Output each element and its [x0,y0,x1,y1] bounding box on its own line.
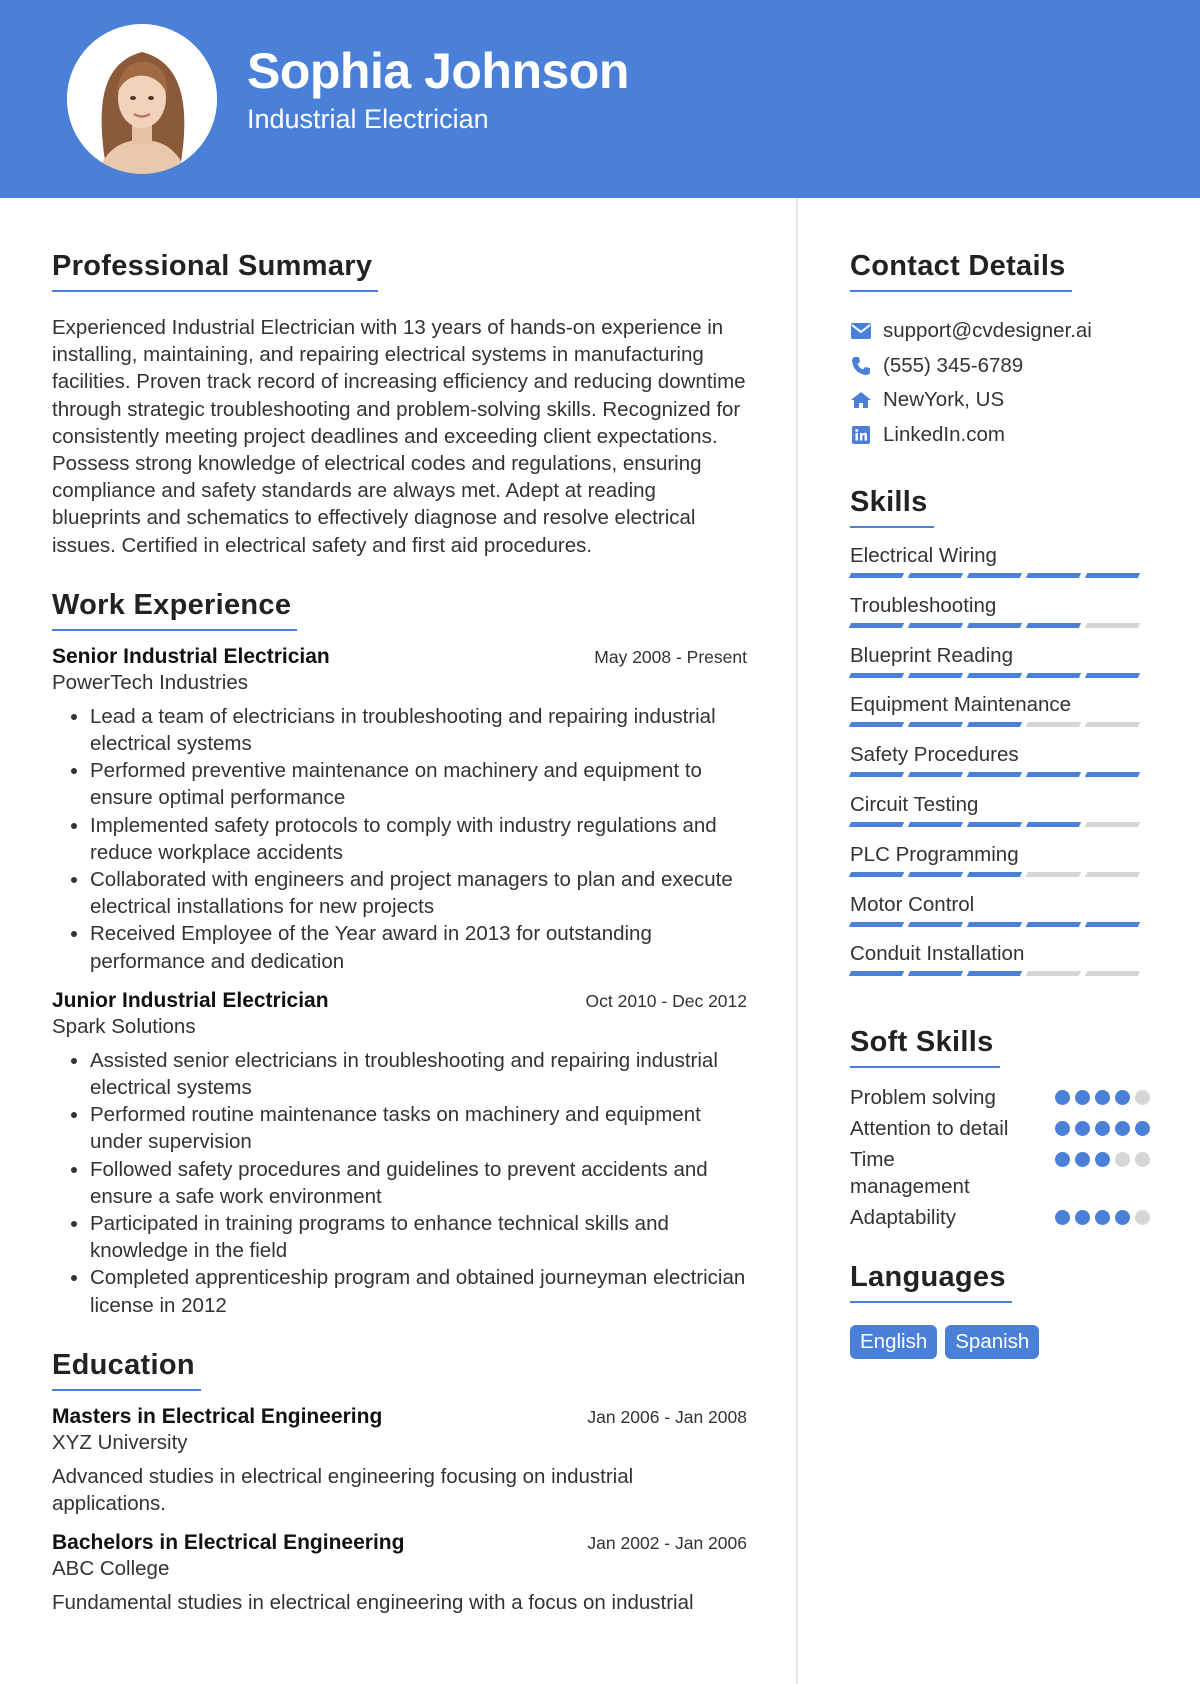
education-list [52,1405,747,1616]
rating-dot [1095,1210,1110,1225]
summary-section [52,250,747,559]
rating-dot [1055,1090,1070,1105]
skill-level-segment [849,872,904,877]
skill-level-segment [967,772,1022,777]
rating-dot [1075,1152,1090,1167]
job-bullet: • Completed apprenticeship program and obtained journeyman electrician license in 2012 [90,1264,747,1318]
section-title: Work Experience [52,589,297,631]
rating-dot [1135,1090,1150,1105]
rating-dot [1055,1210,1070,1225]
job-company: PowerTech Industries [52,670,248,694]
contact-list [850,314,1150,452]
job-header [52,989,747,1013]
skill-level-segment [967,872,1022,877]
header-banner [0,0,1200,198]
job-entry [52,989,747,1319]
rating-dot [1075,1090,1090,1105]
skill-level-bar [850,623,1150,628]
school-name: ABC College [52,1556,170,1580]
soft-skill-name: Adaptability [850,1206,956,1230]
job-bullets [52,1047,747,1319]
skill-level-segment [1085,922,1140,927]
candidate-title: Industrial Electrician [247,104,489,134]
job-date: May 2008 - Present [594,646,747,667]
contact-item[interactable] [850,349,1150,384]
section-title: Languages [850,1261,1012,1303]
skill-level-segment [849,922,904,927]
job-bullet: • Followed safety procedures and guidelines to prevent accidents and ensure a safe work environment [90,1156,747,1210]
rating-dot [1095,1152,1110,1167]
education-entry [52,1531,747,1616]
skill-item [850,942,1150,992]
rating-dot [1095,1121,1110,1136]
rating-dot [1135,1210,1150,1225]
soft-skill-item [850,1204,1150,1231]
skill-name: Troubleshooting [850,593,997,617]
skill-level-segment [908,673,963,678]
skill-level-segment [908,872,963,877]
skill-level-segment [1085,772,1140,777]
skill-level-segment [908,772,963,777]
work-section [52,589,747,1319]
rating-dot [1115,1090,1130,1105]
rating-dot [1075,1121,1090,1136]
education-description: Advanced studies in electrical engineering focusing on industrial applications. [52,1464,634,1515]
skill-level-segment [1026,772,1081,777]
skill-level-segment [967,673,1022,678]
job-entry [52,645,747,975]
contact-section [850,250,1150,452]
skill-level-segment [1085,573,1140,578]
skill-level-segment [967,971,1022,976]
soft-skill-name: Problem solving [850,1086,996,1110]
soft-skills-section [850,1026,1150,1231]
rating-dot [1115,1121,1130,1136]
skill-level-segment [849,822,904,827]
skill-level-segment [908,922,963,927]
skill-level-segment [1026,722,1081,727]
job-bullet: • Implemented safety protocols to comply with industry regulations and reduce workplace accidents [90,812,747,866]
section-title: Soft Skills [850,1026,1000,1068]
skill-name: Motor Control [850,892,975,916]
rating-dot [1115,1210,1130,1225]
soft-skill-item [850,1084,1150,1111]
skill-level-bar [850,922,1150,927]
skill-level-segment [908,722,963,727]
skill-item [850,743,1150,793]
skill-level-segment [967,722,1022,727]
skill-level-segment [1085,822,1140,827]
job-company: Spark Solutions [52,1014,196,1038]
linkedin-icon [850,424,872,446]
skill-item [850,594,1150,644]
skill-level-bar [850,772,1150,777]
skill-level-bar [850,673,1150,678]
job-bullet: • Performed preventive maintenance on machinery and equipment to ensure optimal performance [90,757,747,811]
skills-section [850,486,1150,992]
rating-dot [1055,1152,1070,1167]
contact-item[interactable] [850,383,1150,418]
rating-dot [1055,1121,1070,1136]
soft-skill-rating [1055,1121,1150,1136]
skill-level-bar [850,971,1150,976]
rating-dot [1095,1090,1110,1105]
job-date: Oct 2010 - Dec 2012 [585,990,747,1011]
language-tag: English [850,1325,937,1359]
skill-level-segment [849,722,904,727]
skill-level-segment [1026,623,1081,628]
skill-level-segment [1085,673,1140,678]
skill-level-segment [849,971,904,976]
skill-name: Electrical Wiring [850,544,997,567]
profile-photo [67,24,217,174]
skill-level-segment [908,573,963,578]
skill-item [850,893,1150,943]
job-bullet: • Performed routine maintenance tasks on machinery and equipment under supervision [90,1101,747,1155]
section-title: Skills [850,486,934,528]
soft-skill-rating [1055,1210,1150,1225]
skill-level-bar [850,822,1150,827]
job-title: Junior Industrial Electrician [52,988,329,1012]
job-bullet: • Collaborated with engineers and project managers to plan and execute electrical installations for new projects [90,866,747,920]
job-bullets [52,703,747,975]
skill-level-segment [1085,623,1140,628]
column-divider [796,198,798,1684]
soft-skill-name: Time management [850,1148,970,1199]
skill-level-segment [967,623,1022,628]
degree-title: Masters in Electrical Engineering [52,1404,383,1428]
skill-level-segment [1085,722,1140,727]
rating-dot [1075,1210,1090,1225]
job-title: Senior Industrial Electrician [52,644,330,668]
soft-skills-list [850,1084,1150,1231]
skill-name: Blueprint Reading [850,643,1013,667]
education-header [52,1405,747,1429]
skill-level-segment [908,971,963,976]
skill-level-segment [849,772,904,777]
education-description: Fundamental studies in electrical engineering with a focus on industrial [52,1590,694,1614]
avatar-illustration [67,24,217,174]
job-list [52,645,747,1319]
education-header [52,1531,747,1555]
skill-level-segment [967,573,1022,578]
envelope-icon [850,320,872,342]
soft-skill-rating [1055,1152,1150,1167]
home-icon [850,389,872,411]
job-bullet: • Received Employee of the Year award in 2013 for outstanding performance and dedication [90,920,747,974]
skill-level-segment [967,922,1022,927]
skill-level-segment [1026,822,1081,827]
skill-item [850,843,1150,893]
education-date: Jan 2006 - Jan 2008 [587,1406,747,1427]
language-list [850,1325,1150,1359]
skill-item [850,693,1150,743]
job-bullet: • Participated in training programs to enhance technical skills and knowledge in the field [90,1210,747,1264]
skill-level-segment [849,573,904,578]
skill-item [850,644,1150,694]
rating-dot [1115,1152,1130,1167]
soft-skill-item [850,1115,1150,1142]
skill-level-segment [908,623,963,628]
school-name: XYZ University [52,1430,188,1454]
candidate-name: Sophia Johnson [247,43,629,99]
skill-level-segment [1085,971,1140,976]
skill-level-segment [1026,573,1081,578]
skill-level-segment [1026,922,1081,927]
skill-name: Conduit Installation [850,942,1025,966]
soft-skill-item [850,1146,1150,1200]
skill-level-segment [967,822,1022,827]
skill-name: Circuit Testing [850,792,979,816]
skill-level-segment [1085,872,1140,877]
job-bullet: • Lead a team of electricians in troubleshooting and repairing industrial electrical systems [90,703,747,757]
education-entry [52,1405,747,1517]
contact-item[interactable] [850,418,1150,453]
contact-item[interactable] [850,314,1150,349]
phone-icon [850,355,872,377]
sidebar-column [850,250,1150,1359]
rating-dot [1135,1152,1150,1167]
contact-text[interactable]: LinkedIn.com [883,422,1005,446]
section-title: Professional Summary [52,250,378,292]
skill-item [850,544,1150,594]
skill-level-segment [1026,971,1081,976]
education-date: Jan 2002 - Jan 2006 [587,1532,747,1553]
summary-text: Experienced Industrial Electrician with 13 years of hands-on experience in installing, maintaining, and repairing electrical systems in manufacturing facilities. Proven track record of increasing efficiency and reducing downtime through strategic troubleshooting and problem-solving skills. Recognized for consistently meeting project deadlines and exceeding client expectations. Possess strong knowledge of electrical codes and regulations, ensuring compliance and safety standards are always met. Adept at reading blueprints and schematics to effectively diagnose and resolve electrical issues. Certified in electrical safety and first aid procedures. [52,316,746,557]
skill-level-segment [1026,872,1081,877]
education-section [52,1349,747,1616]
skill-name: Equipment Maintenance [850,693,1072,717]
degree-title: Bachelors in Electrical Engineering [52,1530,405,1554]
section-title: Education [52,1349,201,1391]
languages-section [850,1261,1150,1359]
contact-text[interactable]: (555) 345-6789 [883,353,1024,377]
skills-list [850,544,1150,992]
skill-level-segment [908,822,963,827]
skill-level-segment [1026,673,1081,678]
job-bullet: • Assisted senior electricians in troubleshooting and repairing industrial electrical systems [90,1047,747,1101]
section-title: Contact Details [850,250,1072,292]
rating-dot [1135,1121,1150,1136]
skill-name: Safety Procedures [850,743,1019,767]
main-column [52,250,747,1616]
job-header [52,645,747,669]
skill-level-segment [849,673,904,678]
contact-text[interactable]: support@cvdesigner.ai [883,319,1092,343]
language-tag: Spanish [945,1325,1039,1359]
skill-level-bar [850,722,1150,727]
skill-name: PLC Programming [850,842,1019,866]
skill-level-bar [850,573,1150,578]
skill-level-segment [849,623,904,628]
soft-skill-name: Attention to detail [850,1117,1009,1141]
contact-text[interactable]: NewYork, US [883,388,1005,412]
skill-level-bar [850,872,1150,877]
skill-item [850,793,1150,843]
soft-skill-rating [1055,1090,1150,1105]
